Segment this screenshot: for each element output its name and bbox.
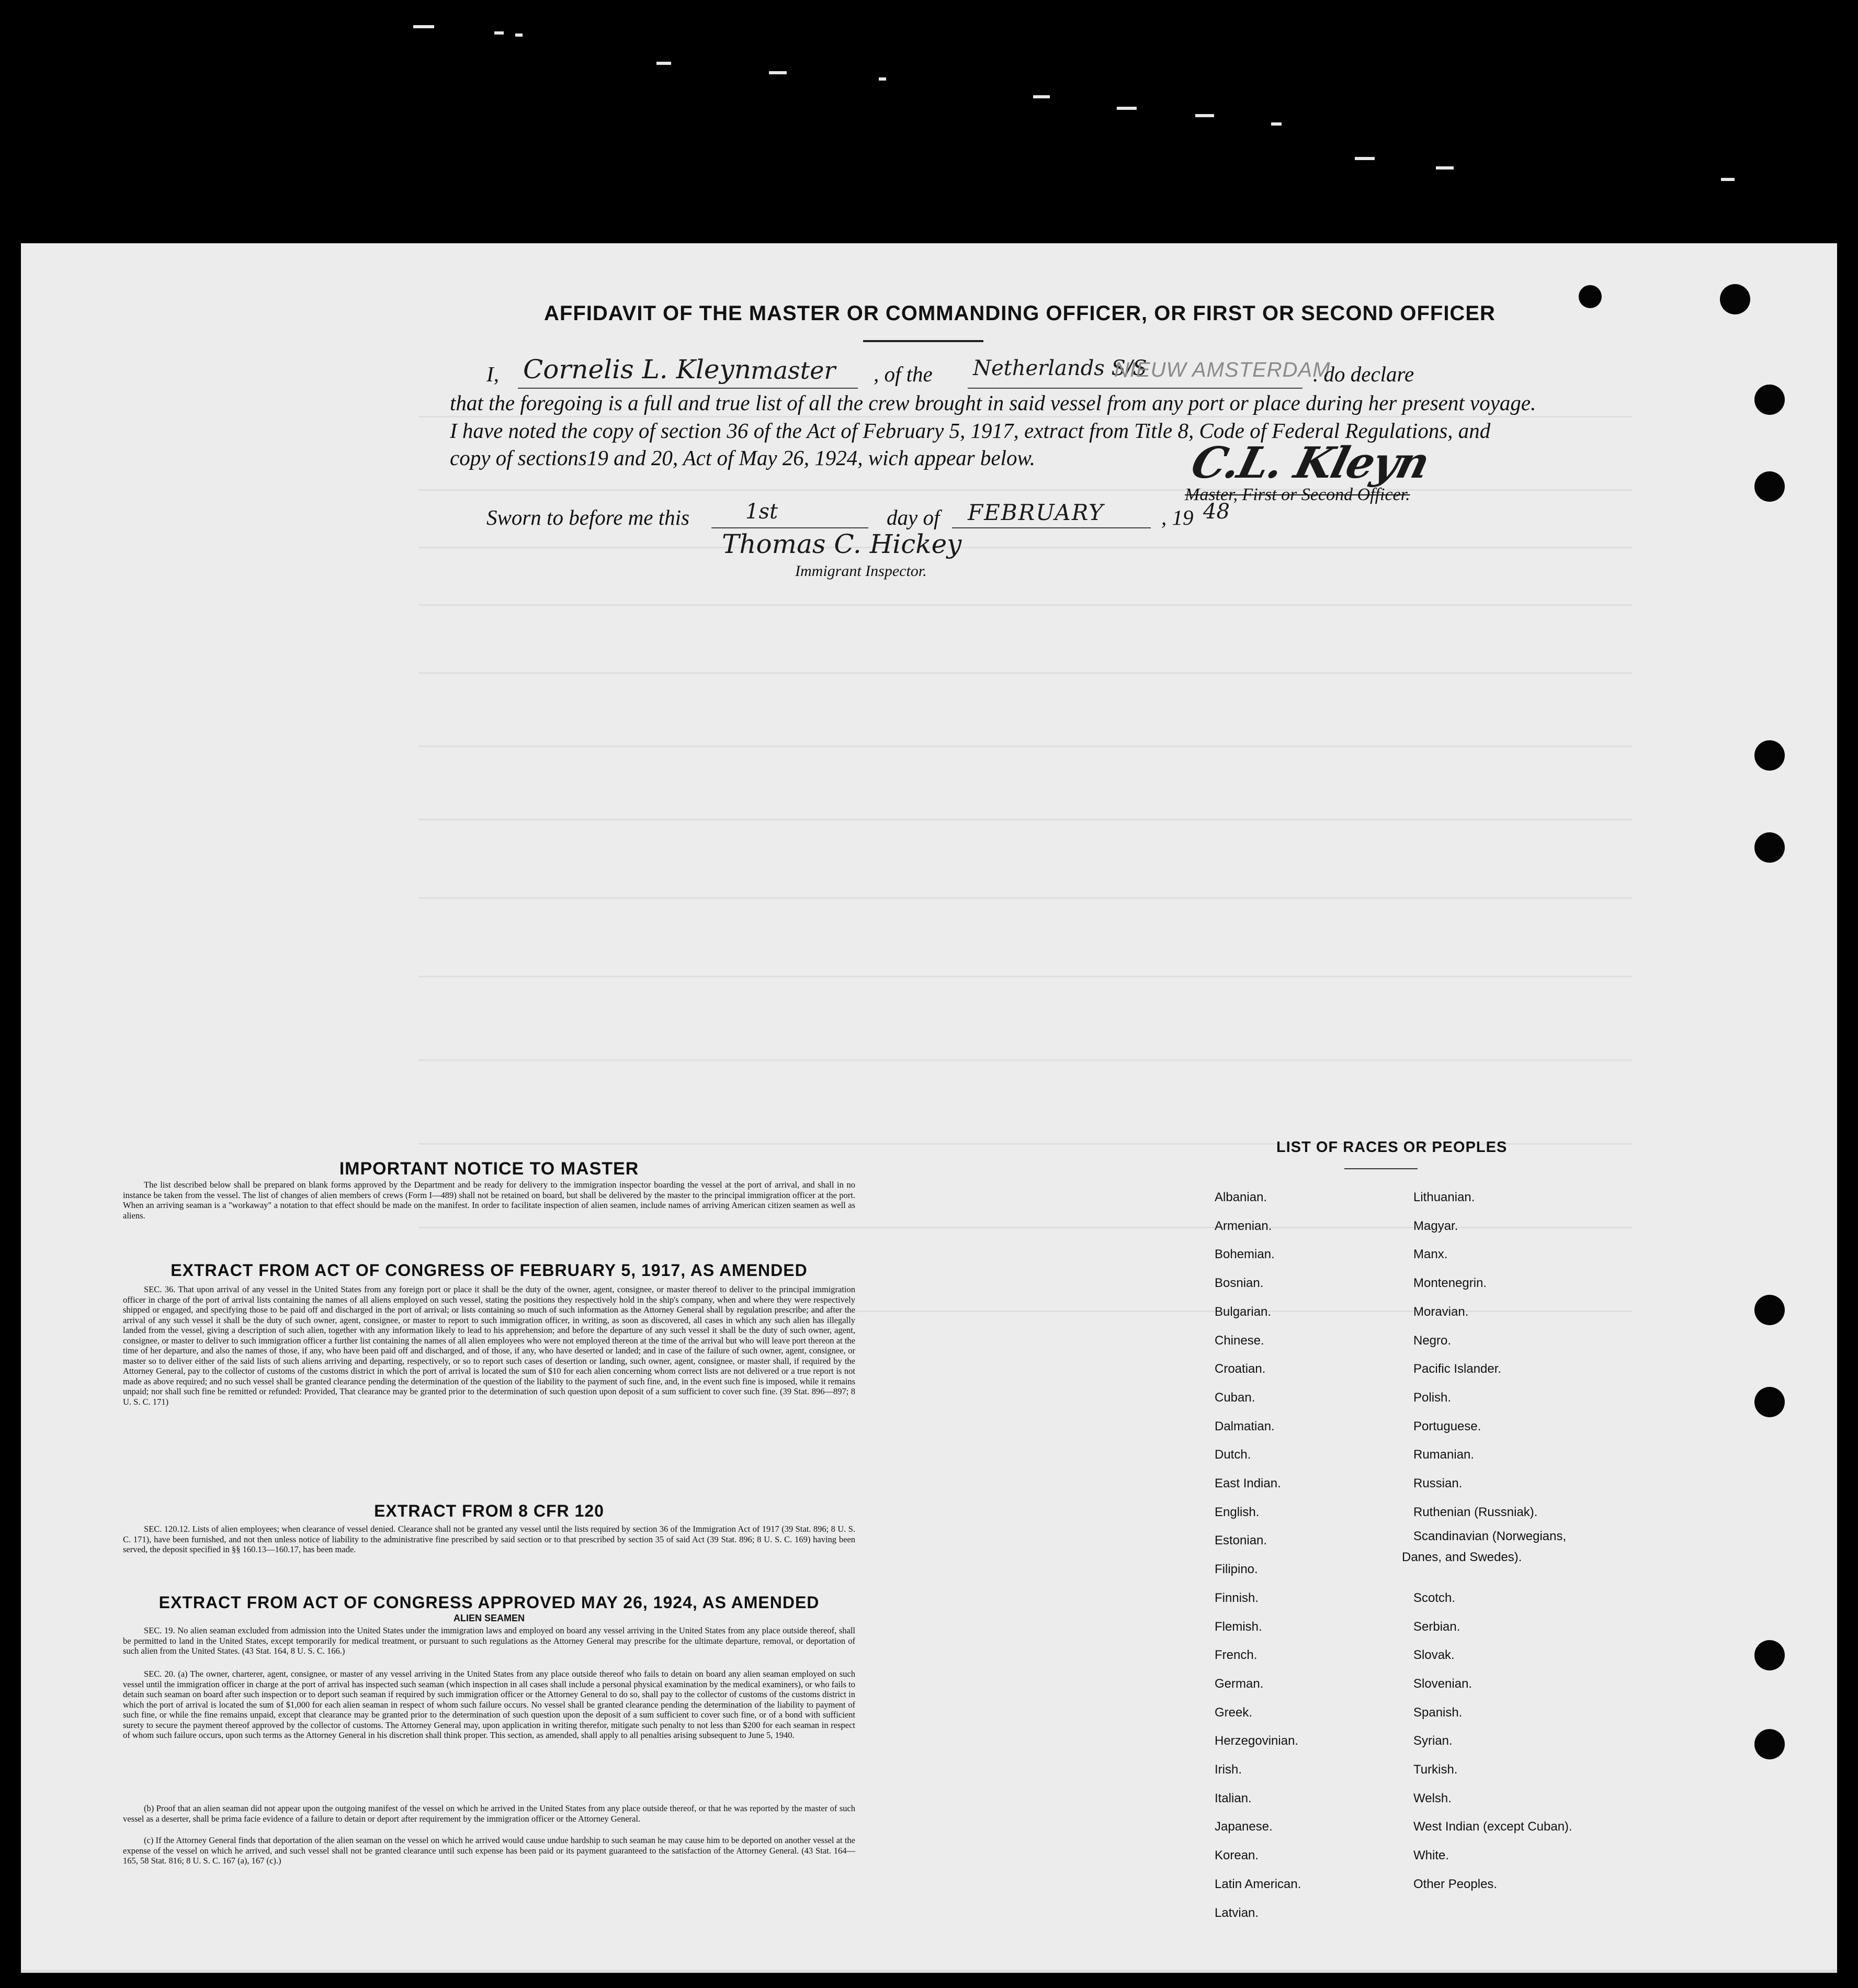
race-item: French. [1215,1648,1257,1663]
race-item: Dutch. [1215,1448,1251,1462]
race-item: Korean. [1215,1848,1259,1863]
extract-1924-sec20a: SEC. 20. (a) The owner, charterer, agent, consignee, or master of any vessel arriving in the United States from any place outside thereof who fails to detain on board any alien seaman employed on such vessel until the immigration officer in charge at the port of arrival has inspected such seaman (which inspection in all cases shall include a personal physical examination by the medical examiners), or who fails to detain such seaman on board after such inspection or to deport such seaman if required by such immigration officer or the Attorney General to do so, shall pay to the collector of customs of the customs district in which the port of arrival is located the sum of $1,000 for each alien seaman in respect of whom such failure occurs. No vessel shall be granted clearance pending the determination of the liability to payment of such fine, or while the fine remains unpaid, except that clearance may be granted prior to the determination of such question upon the deposit of a sum sufficient to cover such fine, or of a bond with sufficient surety to secure the payment thereof approved by the collector of customs. The Attorney General may, upon application in writing therefor, mitigate such penalty to not less than $200 for each seaman in respect of whom such failure occurs, upon such terms as the Attorney General in his discretion shall think proper. This section, as amended, shall apply to all penalties arising subsequent to June 5, 1940. [123,1669,855,1740]
race-item: Montenegrin. [1413,1276,1487,1291]
race-item: Italian. [1215,1791,1252,1805]
ship-name-stamp: NIEUW AMSTERDAM [1114,358,1331,381]
race-item: Other Peoples. [1413,1877,1498,1891]
race-item: Herzegovinian. [1215,1734,1299,1748]
race-item: Cuban. [1215,1390,1255,1405]
race-item: Syrian. [1413,1734,1453,1748]
race-item: Polish. [1413,1390,1452,1405]
bleed-through-line [418,489,1632,491]
race-item: Japanese. [1215,1820,1273,1834]
race-item: Portuguese. [1413,1419,1481,1433]
races-title-rule [1344,1168,1418,1169]
affidavit-line4: copy of sections19 and 20, Act of May 26, 1924, wich appear below. [450,446,1035,470]
race-item: Slovenian. [1413,1676,1472,1691]
signature-caption: Master, First or Second Officer. [1185,485,1410,504]
race-item: Chinese. [1215,1333,1264,1348]
race-item: German. [1215,1676,1264,1691]
race-item: Armenian. [1215,1218,1272,1233]
punch-hole [1754,385,1785,415]
punch-hole [1720,284,1750,314]
sworn-day: 1st [745,500,778,524]
i-label: I, [486,362,499,386]
bleed-through-line [418,819,1632,820]
extract-1924-subtitle: ALIEN SEAMEN [453,1613,525,1623]
year-suffix: 48 [1203,500,1230,524]
vessel-underline [968,388,1302,389]
race-item: Bulgarian. [1215,1304,1272,1319]
race-item: Russian. [1413,1476,1463,1490]
master-rank: master [751,356,836,385]
race-item: Spanish. [1413,1705,1463,1720]
bleed-through-line [418,604,1632,606]
day-of-label: day of [887,505,940,529]
race-item: Lithuanian. [1413,1190,1475,1204]
inspector-caption: Immigrant Inspector. [795,562,927,580]
ship-flag: Netherlands S/S [973,356,1147,380]
month-underline [952,527,1151,528]
race-item: Estonian. [1215,1533,1267,1548]
punch-hole [1754,740,1785,771]
do-declare-label: . do declare [1313,362,1414,386]
master-name: Cornelis L. Kleyn [523,354,751,385]
race-item: Irish. [1215,1763,1242,1777]
punch-hole [1754,1640,1785,1670]
punch-hole [1754,1729,1785,1759]
race-item: Ruthenian (Russniak). [1413,1505,1538,1519]
race-item: White. [1413,1848,1449,1863]
extract-1924-title: EXTRACT FROM ACT OF CONGRESS APPROVED MAY 26, 1924, AS AMENDED [158,1593,820,1612]
bleed-through-line [418,897,1632,899]
manifest-sheet [21,243,1837,1973]
race-item: Latvian. [1215,1905,1259,1920]
affidavit-line3: I have noted the copy of section 36 of the Act of February 5, 1917, extract from Title 8, Code of Federal Regulations, and [450,419,1491,443]
races-title: LIST OF RACES OR PEOPLES [1276,1139,1508,1156]
notice-body: The list described below shall be prepared on blank forms approved by the Department and be ready for delivery to the immigration inspector boarding the vessel at the port of arrival, and shall in no instance be taken from the vessel. The list of changes of alien members of crews (Form I—489) shall not be retained on board, but shall be delivered by the master to the principal immigration officer at the port. When an arriving seaman is a "workaway" a notation to that effect should be made on the manifest. In order to facilitate inspection of alien seamen, include names of arriving American citizen seamen as well as aliens. [123,1180,855,1221]
name-underline [518,388,858,389]
race-item: Moravian. [1413,1304,1469,1319]
punch-hole [1754,1295,1785,1325]
bleed-through-line [418,547,1632,548]
extract-1924-sec20b: (b) Proof that an alien seaman did not appear upon the outgoing manifest of the vessel on which he arrived in the United States from any place outside thereof, or that he was reported by the master of such vessel as a deserter, shall be prima facie evidence of a failure to detain or deport after requirement by the immigration officer or the Attorney General. [123,1803,855,1824]
of-the-label: , of the [874,362,933,386]
extract-1917-body: SEC. 36. That upon arrival of any vessel in the United States from any foreign port or place it shall be the duty of the owner, agent, consignee, or master thereof to deliver to the principal immigration officer in charge of the port of arrival lists containing the names of all aliens employed on such vessel, stating the positions they respectively hold in the ship's company, when and where they were respectively shipped or engaged, and specifying those to be paid off and discharged in the port of arrival; or lists containing so much of such information as the Attorney General shall by regulation prescribe; and after the arrival of any such vessel it shall be the duty of such owner, agent, consignee, or master to report to such immigration officer, in writing, as soon as discovered, all cases in which any such alien has illegally landed from the vessel, giving a description of such alien, together with any information likely to lead to his apprehension; and before the departure of any such vessel it shall be the duty of such owner, agent, consignee, or master to deliver to such immigration officer a further list containing the names of all alien employees who were not employed thereon at the time of the arrival but who will leave port thereon at the time of her departure, and also the names of those, if any, who have been paid off and discharged, and of those, if any, who have deserted or landed; and in case of the failure of such owner, agent, consignee, or master so to deliver either of the said lists of such aliens arriving and departing, respectively, or so to report such cases of desertion or landing, such owner, agent, consignee, or master shall, if required by the Attorney General, pay to the collector of customs of the customs district in which the port of arrival is located the sum of $10 for each alien concerning whom correct lists are not delivered or a true report is not made as above required; and no such vessel shall be granted clearance pending the determination of the question of the liability to the payment of such fine, and, in the event such fine is imposed, while it remains unpaid; nor shall such fine be remitted or refunded: Provided, That clearance may be granted prior to the determination of such question upon deposit of a sum sufficient to cover such fine. (39 Stat. 896—897; 8 U. S. C. 171) [123,1284,855,1407]
punch-hole [1754,832,1785,863]
race-item: Rumanian. [1413,1448,1475,1462]
punch-hole [1754,1387,1785,1417]
inspector-signature: Thomas C. Hickey [722,529,962,559]
bleed-through-line [418,672,1632,674]
punch-hole [1579,285,1602,308]
extract-cfr-body: SEC. 120.12. Lists of alien employees; when clearance of vessel denied. Clearance shall not be granted any vessel until the lists required by section 36 of the Immigration Act of 1917 (39 Stat. 896; 8 U. S. C. 171), have been furnished, and not then unless notice of liability to the administrative fine prescribed by said section or to that prescribed by section 35 of said Act (39 Stat. 896; 8 U. S. C. 169) having been served, the deposit specified in §§ 160.13—160.17, has been made. [123,1524,855,1554]
extract-1917-title: EXTRACT FROM ACT OF CONGRESS OF FEBRUARY 5, 1917, AS AMENDED [171,1261,808,1280]
race-item: Latin American. [1215,1877,1301,1891]
race-item: Dalmatian. [1215,1419,1275,1433]
year-prefix: , 19 [1161,505,1194,529]
extract-1924-sec20c: (c) If the Attorney General finds that deportation of the alien seaman on the vessel on which he arrived would cause undue hardship to such seaman he may cause him to be deported on another vessel at the expense of the vessel on which he arrived, and such vessel shall not be granted clearance until such expense has been paid or its payment guaranteed to the satisfaction of the Attorney General. (43 Stat. 164—165, 58 Stat. 816; 8 U. S. C. 167 (a), 167 (c).) [123,1835,855,1866]
race-item: Scandinavian (Norwegians, [1413,1529,1567,1544]
race-item: Pacific Islander. [1413,1362,1502,1376]
sworn-month: FEBRUARY [968,500,1104,525]
race-item: Scotch. [1413,1590,1456,1605]
race-item: Flemish. [1215,1619,1262,1634]
race-item: Greek. [1215,1705,1253,1720]
race-item: Slovak. [1413,1648,1455,1663]
affidavit-line2: that the foregoing is a full and true list of all the crew brought in said vessel from any port or place during her present voyage. [450,391,1536,415]
sworn-label: Sworn to before me this [486,505,689,529]
bleed-through-line [418,976,1632,977]
race-item: Manx. [1413,1247,1448,1262]
race-item: Croatian. [1215,1362,1266,1376]
bleed-through-line [418,416,1632,417]
race-item: Albanian. [1215,1190,1267,1204]
race-item: English. [1215,1505,1260,1519]
race-item: Finnish. [1215,1590,1259,1605]
punch-hole [1754,471,1785,502]
extract-1924-sec19: SEC. 19. No alien seaman excluded from admission into the United States under the immigration laws and employed on board any vessel arriving in the United States from any place outside thereof, shall be permitted to land in the United States, except temporarily for medical treatment, or pursuant to such regulations as the Attorney General may prescribe for the ultimate departure, removal, or deportation of such alien from the United States. (43 Stat. 164, 8 U. S. C. 166.) [123,1625,855,1656]
title-rule [863,340,983,342]
notice-title: IMPORTANT NOTICE TO MASTER [339,1159,639,1179]
race-item: Magyar. [1413,1218,1458,1233]
day-underline [711,527,868,528]
race-item: Filipino. [1215,1562,1258,1577]
race-item: Negro. [1413,1333,1452,1348]
bleed-through-line [418,746,1632,747]
extract-cfr-title: EXTRACT FROM 8 CFR 120 [374,1501,604,1520]
race-item: East Indian. [1215,1476,1281,1490]
race-item: Welsh. [1413,1791,1452,1805]
race-item: Serbian. [1413,1619,1460,1634]
bleed-through-line [418,1059,1632,1061]
affidavit-line1 [486,354,1438,393]
race-item: Danes, and Swedes). [1402,1550,1522,1565]
race-item: Bohemian. [1215,1247,1275,1262]
affidavit-title: AFFIDAVIT OF THE MASTER OR COMMANDING OFFICER, OR FIRST OR SECOND OFFICER [544,302,1496,325]
race-item: West Indian (except Cuban). [1413,1820,1572,1834]
race-item: Turkish. [1413,1763,1458,1777]
master-signature: C.L. Kleyn [1186,438,1434,488]
race-item: Bosnian. [1215,1276,1264,1291]
